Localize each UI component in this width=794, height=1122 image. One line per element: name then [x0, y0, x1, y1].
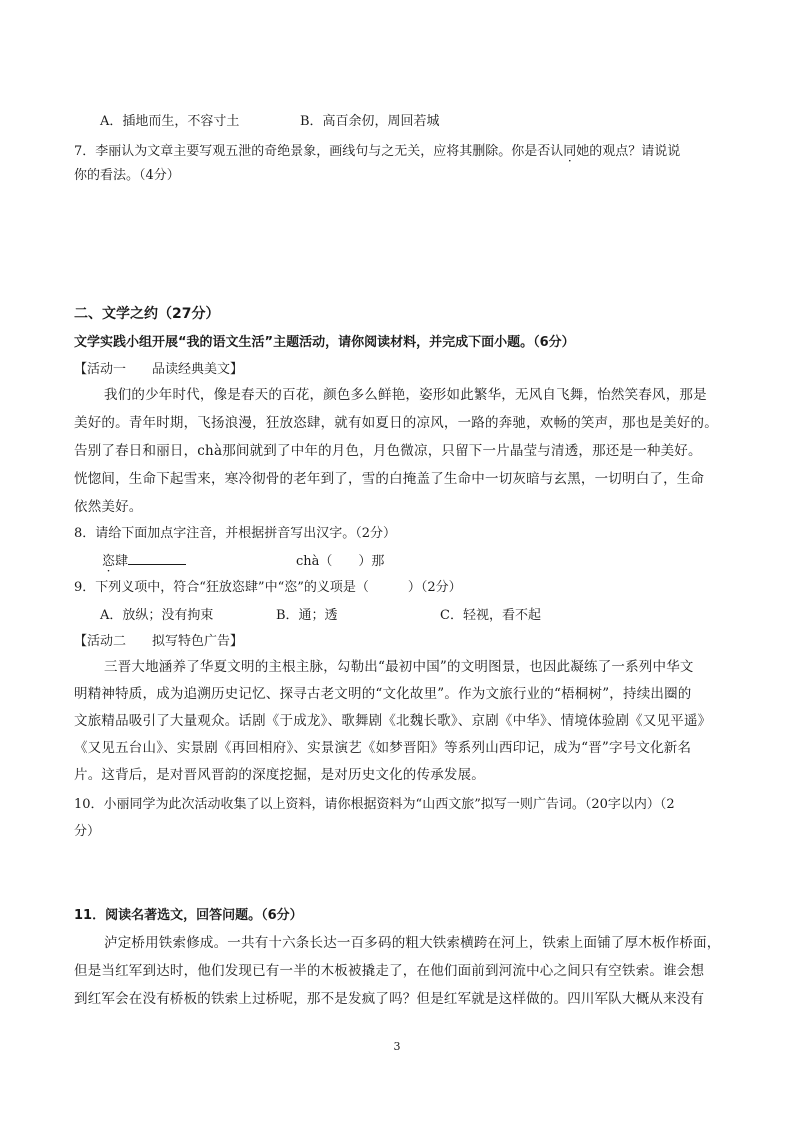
passage1-line: 告别了春日和丽日，chà那间就到了中年的月色，月色微凉，只留下一片晶莹与清透，那还是一种美好。	[74, 443, 702, 459]
q11-stem: 11．阅读名著选文，回答问题。（6分）	[74, 908, 303, 923]
section-intro: 文学实践小组开展“我的语文生活”主题活动，请你阅读材料，并完成下面小题。（6分）	[74, 335, 575, 350]
q9-option-c: C．轻视，看不起	[440, 608, 541, 623]
activity-2-heading: 【活动二 拟写特色广告】	[74, 634, 244, 649]
passage1-line: 美好的。青年时期，飞扬浪漫，狂放恣肆，就有如夏日的凉风，一路的奔驰，欢畅的笑声，那也是美好的。	[74, 415, 718, 431]
page-number: 3	[393, 1040, 401, 1053]
q10-line-2: 分）	[74, 824, 101, 839]
q8-answer-blank[interactable]	[128, 552, 186, 565]
q11-passage-line: 但是当红军到达时，他们发现已有一半的木板被撬走了，在他们面前到河流中心之间只有空铁索。谁会想	[74, 963, 705, 979]
passage2-line: 明精神特质，成为追溯历史记忆、探寻古老文明的“文化故里”。作为文旅行业的“梧桐树”，持续出圈的	[74, 686, 692, 702]
q8-word1: 恣肆	[102, 552, 186, 572]
passage2-line: 片。这背后，是对晋风晋韵的深度挖掘，是对历史文化的传承发展。	[74, 767, 485, 783]
option-b: B．高百余仞，周回若城	[300, 114, 440, 129]
q9-option-b: B．通；透	[276, 608, 338, 623]
passage2-line: 三晋大地涵养了华夏文明的主根主脉，勾勒出“最初中国”的文明图景，也因此凝练了一系列中华文	[104, 659, 694, 675]
q11-passage-line: 泸定桥用铁索修成。一共有十六条长达一百多码的粗大铁索横跨在河上，铁索上面铺了厚木板作桥面，	[104, 935, 721, 951]
passage1-line: 依然美好。	[74, 499, 143, 515]
q9-option-a: A．放纵；没有拘束	[100, 608, 214, 623]
q10-line-1: 10．小丽同学为此次活动收集了以上资料，请你根据资料为“山西文旅”拟写一则广告词。（20字以内）（2	[74, 797, 675, 812]
passage2-line: 《又见五台山》、实景剧《再回相府》、实景演艺《如梦晋阳》等系列山西印记，成为“晋”字号文化新名	[74, 740, 692, 756]
q11-passage-line: 到红军会在没有桥板的铁索上过桥呢，那不是发疯了吗？但是红军就是这样做的。四川军队大概从来没有	[74, 991, 705, 1007]
passage2-line: 文旅精品吸引了大量观众。话剧《于成龙》、歌舞剧《北魏长歌》、京剧《中华》、情境体验剧《又见平遥》	[74, 713, 712, 729]
q8-word2: chà（ ）那	[296, 554, 385, 569]
passage1-line: 我们的少年时代，像是春天的百花，颜色多么鲜艳，姿形如此繁华，无风自飞舞，怡然笑春风，那是	[104, 387, 707, 403]
passage1-line: 恍惚间，生命下起雪来，寒冷彻骨的老年到了，雪的白掩盖了生命中一切灰暗与玄黑，一切明白了，生命	[74, 471, 705, 487]
q7-line-1: 7．李丽认为文章主要写观五泄的奇绝景象，画线句与之无关，应将其删除。你是否认同她的观点？请说说	[74, 144, 681, 159]
activity-1-heading: 【活动一 品读经典美文】	[74, 362, 244, 377]
q7-line-2: 你的看法。（4分）	[74, 168, 180, 183]
q8-stem: 8．请给下面加点字注音，并根据拼音写出汉字。（2分）	[74, 526, 397, 541]
section-title: 二、文学之约（27分）	[74, 306, 220, 322]
q9-stem: 9．下列义项中，符合“狂放恣肆”中“恣”的义项是（ ）（2分）	[74, 580, 462, 595]
option-a: A．插地而生，不容寸土	[100, 114, 240, 129]
